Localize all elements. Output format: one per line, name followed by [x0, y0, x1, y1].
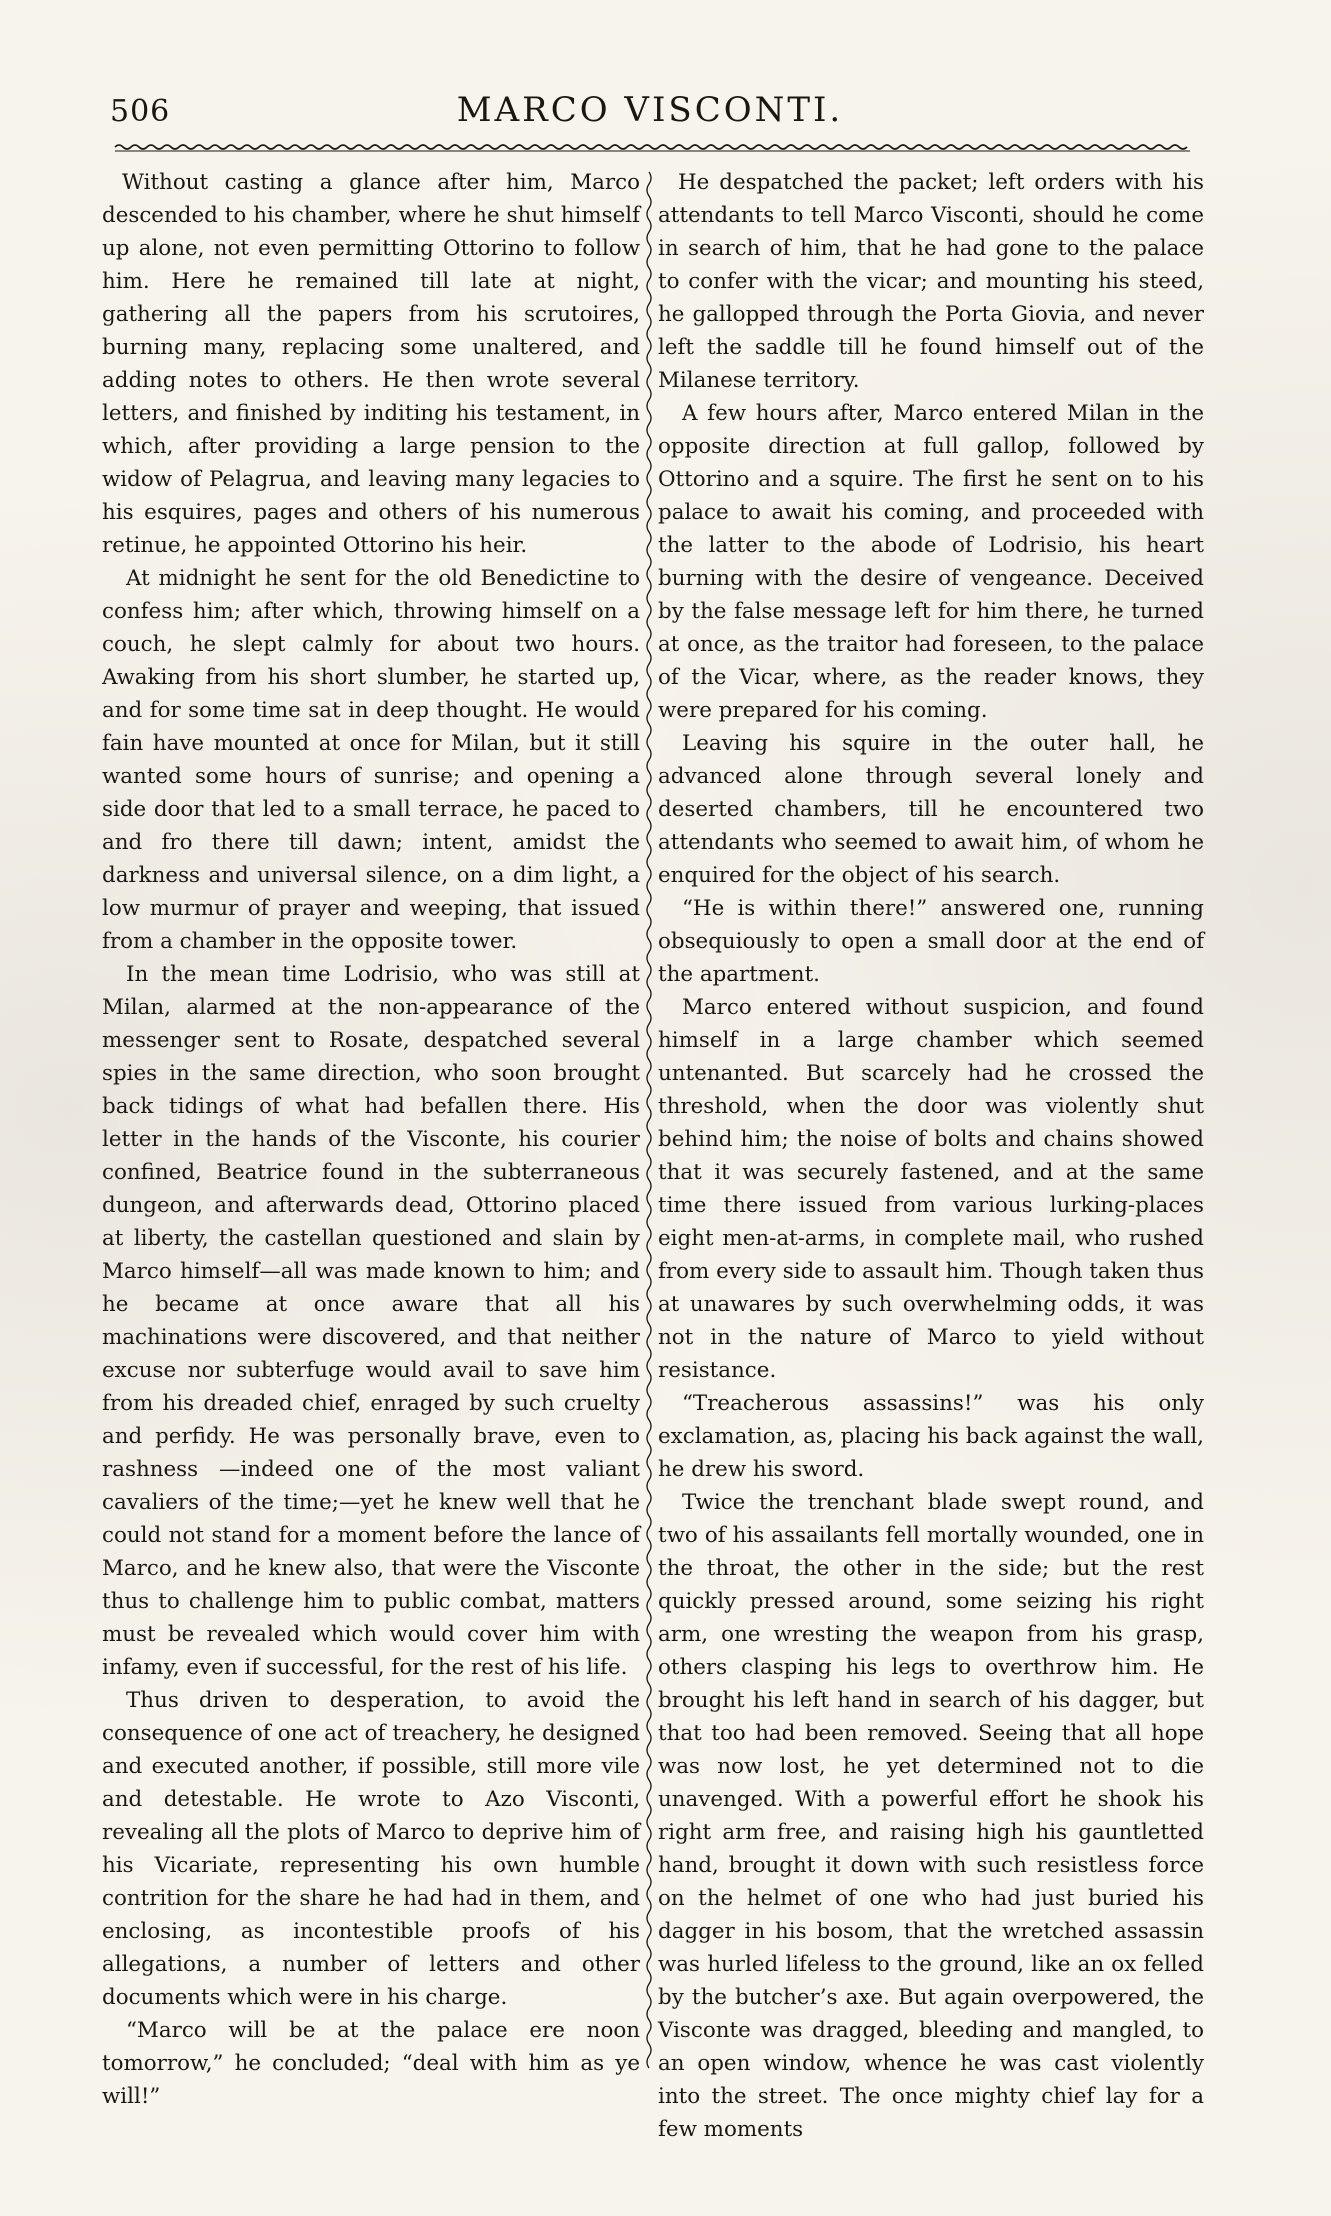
- header-wavy-rule: [115, 142, 1190, 152]
- paragraph: “Treacherous assassins!” was his only exclamation, as, placing his back against the wall, he drew his sword.: [658, 1391, 1204, 1482]
- paragraph: Twice the trenchant blade swept round, and two of his assailants fell mortally wounded, one in the throat, the other in the side; but the rest quickly pressed around, some seizing his right arm, one wresting the weapon from his grasp, others clasping his legs to overthrow him. He brought his left hand in search of his dagger, but that too had been removed. Seeing that all hope was now lost, he yet determined not to die unavenged. With a powerful effort he shook his right arm free, and raising high his gauntletted hand, brought it down with such resistless force on the helmet of one who had just buried his dagger in his bosom, that the wretched assassin was hurled lifeless to the ground, like an ox felled by the butcher’s axe. But again overpowered, the Visconte was dragged, bleeding and mangled, to an open window, whence he was cast violently into the street. The once mighty chief lay for a few moments: [658, 1490, 1204, 2142]
- left-column: [102, 166, 640, 2109]
- paragraph: “He is within there!” answered one, running obsequiously to open a small door at the end of the apartment.: [658, 896, 1204, 987]
- paragraph: In the mean time Lodrisio, who was still at Milan, alarmed at the non-appearance of the messenger sent to Rosate, despatched several spies in the same direction, who soon brought back tidings of what had befallen there. His letter in the hands of the Visconte, his courier confined, Beatrice found in the subterraneous dungeon, and afterwards dead, Ottorino placed at liberty, the castellan questioned and slain by Marco himself—all was made known to him; and he became at once aware that all his machinations were discovered, and that neither excuse nor subterfuge would avail to save him from his dreaded chief, enraged by such cruelty and perfidy. He was personally brave, even to rashness —indeed one of the most valiant cavaliers of the time;—yet he knew well that he could not stand for a moment before the lance of Marco, and he knew also, that were the Visconte thus to challenge him to public combat, matters must be revealed which would cover him with infamy, even if successful, for the rest of his life.: [102, 962, 640, 1680]
- paragraph: Leaving his squire in the outer hall, he advanced alone through several lonely and deserted chambers, till he encountered two attendants who seemed to await him, of whom he enquired for the object of his search.: [658, 731, 1204, 888]
- page-number: 506: [110, 94, 171, 129]
- paragraph: He despatched the packet; left orders with his attendants to tell Marco Visconti, should he come in search of him, that he had gone to the palace to confer with the vicar; and mounting his steed, he gallopped through the Porta Giovia, and never left the saddle till he found himself out of the Milanese territory.: [658, 170, 1204, 393]
- paragraph: Without casting a glance after him, Marco descended to his chamber, where he shut himself up alone, not even permitting Ottorino to follow him. Here he remained till late at night, gathering all the papers from his scrutoires, burning many, replacing some unaltered, and adding notes to others. He then wrote several letters, and finished by inditing his testament, in which, after providing a large pension to the widow of Pelagrua, and leaving many legacies to his esquires, pages and others of his numerous retinue, he appointed Ottorino his heir.: [102, 170, 640, 558]
- right-column: [658, 166, 1204, 2142]
- paragraph: Thus driven to desperation, to avoid the consequence of one act of treachery, he designed and executed another, if possible, still more vile and detestable. He wrote to Azo Visconti, revealing all the plots of Marco to deprive him of his Vicariate, representing his own humble contrition for the share he had had in them, and enclosing, as incontestible proofs of his allegations, a number of letters and other documents which were in his charge.: [102, 1688, 640, 2010]
- page-header: [110, 90, 1190, 136]
- paragraph: Marco entered without suspicion, and found himself in a large chamber which seemed untenanted. But scarcely had he crossed the threshold, when the door was violently shut behind him; the noise of bolts and chains showed that it was securely fastened, and at the same time there issued from various lurking-places eight men-at-arms, in complete mail, who rushed from every side to assault him. Though taken thus at unawares by such overwhelming odds, it was not in the nature of Marco to yield without resistance.: [658, 995, 1204, 1383]
- paragraph: “Marco will be at the palace ere noon tomorrow,” he concluded; “deal with him as ye will!”: [102, 2018, 640, 2109]
- column-divider: [644, 172, 654, 2072]
- paragraph: A few hours after, Marco entered Milan in the opposite direction at full gallop, followed by Ottorino and a squire. The first he sent on to his palace to await his coming, and proceeded with the latter to the abode of Lodrisio, his heart burning with the desire of vengeance. Deceived by the false message left for him there, he turned at once, as the traitor had foreseen, to the palace of the Vicar, where, as the reader knows, they were prepared for his coming.: [658, 401, 1204, 723]
- running-title: MARCO VISCONTI.: [456, 90, 844, 130]
- paragraph: At midnight he sent for the old Benedictine to confess him; after which, throwing himself on a couch, he slept calmly for about two hours. Awaking from his short slumber, he started up, and for some time sat in deep thought. He would fain have mounted at once for Milan, but it still wanted some hours of sunrise; and opening a side door that led to a small terrace, he paced to and fro there till dawn; intent, amidst the darkness and universal silence, on a dim light, a low murmur of prayer and weeping, that issued from a chamber in the opposite tower.: [102, 566, 640, 954]
